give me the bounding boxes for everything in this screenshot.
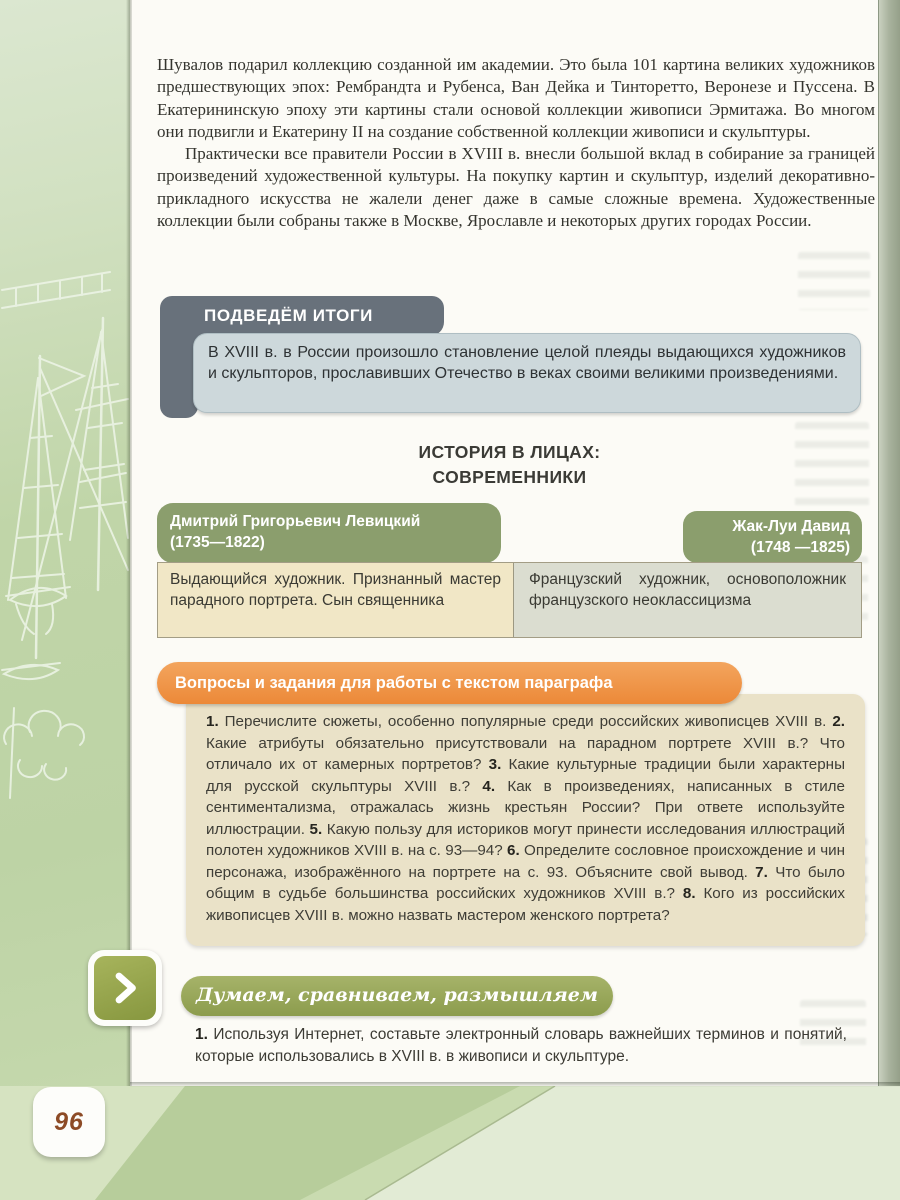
book-spine-edge <box>878 0 900 1086</box>
questions-heading: Вопросы и задания для работы с текстом параграфа <box>157 662 742 704</box>
bottom-decor-band <box>0 1086 900 1200</box>
summary-box: В XVIII в. в России произошло становление целой плеяды выдающихся художников и скульпторов, прославивших Отечество в веках своими великими произведениями. <box>193 333 861 413</box>
section-marker <box>88 950 162 1026</box>
faces-cell-david: Французский художник, основоположник французского неоклассицизма <box>514 563 861 637</box>
faces-cell-levitsky: Выдающийся художник. Признанный мастер парадного портрета. Сын священника <box>158 563 514 637</box>
faces-table <box>157 503 862 638</box>
questions-text: 1. Перечислите сюжеты, особенно популярные среди российских живописцев XVIII в. 2. Какие атрибуты обязательно присутствовали на парадном портрете XVIII в.? Что отличало их от камерных портретов? 3. Какие культурные традиции были характерны для русской скульптуры XVIII в.? 4. Как в произведениях, написанных в стиле сентиментализма, отражалась жизнь крестьян России? При ответе используйте иллюстрации. 5. Какую пользу для историков могут принести исследования иллюстраций полотен художников XVIII в. на с. 93—94? 6. Определите сословное происхождение и чин персонажа, изображённого на портрете на с. 93. Объясните свой вывод. 7. Что было общим в судьбе большинства российских художников XVIII в.? 8. Кого из российских живописцев XVIII в. можно назвать мастером женского портрета? <box>206 713 845 924</box>
faces-title <box>157 440 862 489</box>
faces-title-line1: ИСТОРИЯ В ЛИЦАХ: <box>418 442 601 462</box>
ship-illustration <box>0 238 130 806</box>
faces-title-line2: СОВРЕМЕННИКИ <box>432 466 587 487</box>
print-showthrough <box>798 252 870 310</box>
body-paragraph: Шувалов подарил коллекцию созданной им академии. Это была 101 картина великих художников предшествующих эпох: Рембрандта и Рубенса, Ван Дейка и Тинторетто, Веронезе и Пуссена. В Екатерининскую эпоху эти картины стали основой коллекции живописи Эрмитажа. Во многом они подвигли и Екатерину II на создание собственной коллекции живописи и скульптуры. <box>157 55 875 141</box>
body-text <box>157 54 875 232</box>
page-fold-shadow <box>126 0 132 1086</box>
faces-header-levitsky: Дмитрий Григорьевич Левицкий (1735—1822) <box>157 503 501 563</box>
page-number-badge: 96 <box>33 1087 105 1157</box>
chevron-right-icon <box>94 956 156 1020</box>
faces-table-row <box>157 562 862 638</box>
body-paragraph: Практически все правители России в XVIII в. внесли большой вклад в собирание за границей произведений художественной культуры. На покупку картин и скульптур, изделий декоративно-прикладного искусства не жалели денег даже в самые сложные времена. Художественные коллекции были собраны также в Москве, Ярославле и некоторых других городах России. <box>157 144 875 231</box>
think-heading: Думаем, сравниваем, размышляем <box>181 976 613 1016</box>
faces-header-david: Жак-Луи Давид (1748 —1825) <box>683 511 862 563</box>
questions-box <box>186 694 865 946</box>
page-bottom-shadow <box>130 1082 900 1087</box>
summary-heading: ПОДВЕДЁМ ИТОГИ <box>160 296 444 336</box>
think-text: 1. Используя Интернет, составьте электронный словарь важнейших терминов и понятий, которые использовались в XVIII в. в живописи и скульптуре. <box>195 1026 847 1065</box>
